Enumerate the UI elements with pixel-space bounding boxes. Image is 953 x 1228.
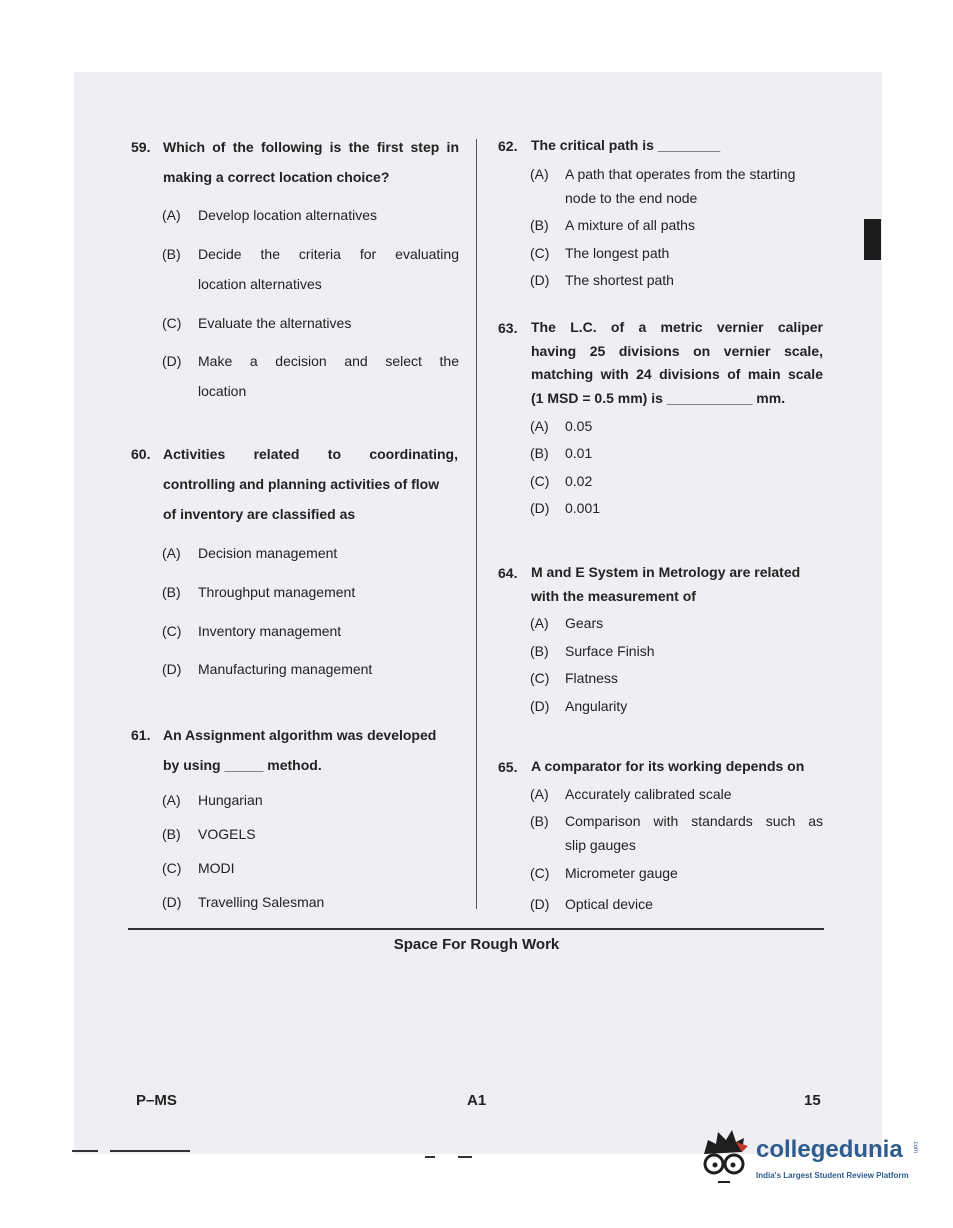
mascot-icon — [696, 1128, 754, 1190]
option-letter: (A) — [162, 207, 181, 223]
option-letter: (C) — [530, 245, 550, 261]
scan-mark — [425, 1156, 435, 1158]
option-letter: (A) — [530, 786, 549, 802]
option-text: MODI — [198, 860, 235, 876]
option-letter: (D) — [530, 896, 550, 912]
text-line: controlling and planning activities of flow — [163, 476, 440, 492]
rough-work-heading: Space For Rough Work — [393, 936, 560, 953]
option-text: Decision management — [198, 545, 338, 561]
option-letter: (C) — [162, 623, 182, 639]
option-text: Optical device — [565, 896, 653, 912]
option-text: location alternatives — [198, 276, 322, 292]
text-line: making a correct location choice? — [163, 169, 390, 185]
text-line: M and E System in Metrology are related — [531, 564, 801, 580]
option-text: Gears — [565, 615, 604, 631]
question-text — [531, 134, 720, 158]
option-text: 0.02 — [565, 473, 593, 489]
option-letter: (B) — [530, 445, 549, 461]
option-letter: (A) — [530, 615, 549, 631]
option-text: Throughput management — [198, 584, 356, 600]
question-text — [531, 755, 804, 779]
option-letter: (D) — [162, 661, 182, 677]
footer-series: A1 — [467, 1092, 487, 1109]
text-line: Activities related to coordinating, — [163, 446, 458, 462]
option-text: Manufacturing management — [198, 661, 373, 677]
question-number: 63. — [498, 320, 518, 336]
text-line: Which of the following is the first step in — [163, 139, 459, 155]
scan-mark — [72, 1150, 98, 1152]
question-number: 62. — [498, 138, 518, 154]
option-text: Develop location alternatives — [198, 207, 377, 223]
option-letter: (D) — [162, 894, 182, 910]
option-text: Accurately calibrated scale — [565, 786, 732, 802]
text-line: An Assignment algorithm was developed — [163, 727, 437, 743]
text-line: The L.C. of a metric vernier caliper — [531, 319, 823, 335]
text-line: of inventory are classified as — [163, 506, 356, 522]
text-line: A comparator for its working depends on — [531, 758, 805, 774]
option-text: Comparison with standards such as — [565, 813, 823, 829]
scan-mark — [110, 1150, 190, 1152]
option-text: node to the end node — [565, 190, 698, 206]
question-text — [163, 720, 436, 780]
option-text: Flatness — [565, 670, 618, 686]
option-letter: (B) — [162, 584, 181, 600]
page-edge-mark — [864, 219, 881, 260]
option-text: A mixture of all paths — [565, 217, 695, 233]
option-text: Make a decision and select the — [198, 353, 459, 369]
section-rule — [128, 928, 824, 930]
column-divider — [476, 139, 477, 909]
option-text: Travelling Salesman — [198, 894, 325, 910]
option-letter: (C) — [162, 315, 182, 331]
option-text: Evaluate the alternatives — [198, 315, 352, 331]
question-number: 60. — [131, 446, 151, 462]
option-letter: (C) — [530, 670, 550, 686]
option-letter: (B) — [162, 246, 181, 262]
footer-paper-code: P–MS — [136, 1092, 177, 1109]
question-number: 59. — [131, 139, 151, 155]
option-letter: (C) — [530, 473, 550, 489]
option-letter: (D) — [530, 272, 550, 288]
option-text: Decide the criteria for evaluating — [198, 246, 459, 262]
option-letter: (B) — [530, 643, 549, 659]
option-letter: (A) — [530, 418, 549, 434]
logo-brand-text: collegedunia — [756, 1136, 903, 1163]
text-line: (1 MSD = 0.5 mm) is ___________ mm. — [531, 389, 786, 406]
option-letter: (C) — [162, 860, 182, 876]
question-text — [163, 132, 459, 192]
option-text: The longest path — [565, 245, 670, 261]
question-number: 64. — [498, 565, 518, 581]
option-letter: (A) — [162, 792, 181, 808]
logo-domain-suffix: .com — [912, 1140, 918, 1154]
option-text: The shortest path — [565, 272, 674, 288]
option-letter: (D) — [162, 353, 182, 369]
option-text: Inventory management — [198, 623, 342, 639]
text-line: matching with 24 divisions of main scale — [531, 366, 823, 382]
exam-page — [74, 72, 882, 1154]
option-text: 0.001 — [565, 500, 601, 516]
option-text: location — [198, 383, 247, 399]
option-text: Surface Finish — [565, 643, 655, 659]
text-line: by using _____ method. — [163, 757, 322, 773]
question-number: 65. — [498, 759, 518, 775]
text-line: with the measurement of — [531, 587, 696, 604]
question-text — [163, 439, 458, 529]
option-text: A path that operates from the starting — [565, 166, 796, 182]
option-text: Hungarian — [198, 792, 263, 808]
option-text: slip gauges — [565, 837, 636, 853]
option-letter: (B) — [530, 217, 549, 233]
footer-page-number: 15 — [804, 1092, 821, 1109]
collegedunia-logo — [696, 1128, 926, 1198]
option-text: Micrometer gauge — [565, 865, 678, 881]
option-letter: (B) — [530, 813, 549, 829]
option-letter: (B) — [162, 826, 181, 842]
option-letter: (C) — [530, 865, 550, 881]
scan-mark — [458, 1156, 472, 1158]
question-number: 61. — [131, 727, 151, 743]
option-letter: (A) — [530, 166, 549, 182]
option-text: VOGELS — [198, 826, 256, 842]
text-line: having 25 divisions on vernier scale, — [531, 342, 823, 359]
option-text: 0.01 — [565, 445, 593, 461]
question-text — [531, 561, 800, 608]
option-letter: (D) — [530, 500, 550, 516]
option-text: Angularity — [565, 698, 628, 714]
question-text — [531, 316, 823, 410]
option-letter: (D) — [530, 698, 550, 714]
option-text: 0.05 — [565, 418, 593, 434]
logo-tagline: India's Largest Student Review Platform — [756, 1171, 909, 1180]
option-letter: (A) — [162, 545, 181, 561]
text-line: The critical path is ________ — [531, 137, 721, 153]
